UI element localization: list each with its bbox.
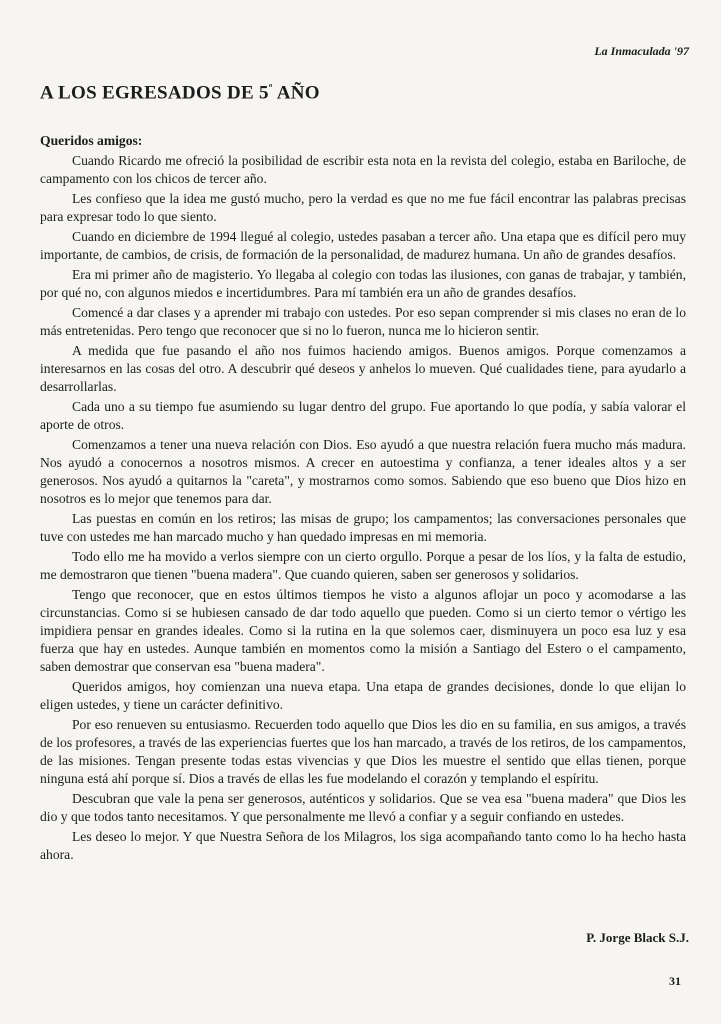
running-head: La Inmaculada '97 [594,44,689,58]
paragraph: Descubran que vale la pena ser generosos, auténticos y solidarios. Que se vea esa "buena madera" que Dios les dio y que todos tanto necesitamos. Y que personalmente me llevó a confiar y a seguir confiando en ustedes. [40,791,686,824]
paragraph: Comencé a dar clases y a aprender mi trabajo con ustedes. Por eso sepan comprender si mis clases no eran de lo más entretenidas. Pero tengo que reconocer que si no lo fueron, nunca me lo hicieron sentir. [40,305,686,338]
paragraph: Tengo que reconocer, que en estos últimos tiempos he visto a algunos aflojar un poco y acomodarse a las circunstancias. Como si se hubiesen cansado de dar todo aquello que pueden. Como si un cierto temor o vértigo les impidiera pensar en grandes ideales. Como si la rutina en la que solemos caer, disminuyera un poco esa luz y esa fuerza que hay en ustedes. Aunque también en momentos como la misión a Santiago del Estero o el campamento, saben demostrar que conservan esa "buena madera". [40,587,686,674]
title-superscript: º [268,82,273,94]
paragraph: Era mi primer año de magisterio. Yo llegaba al colegio con todas las ilusiones, con ganas de trabajar, y también, por qué no, con algunos miedos e incertidumbres. Para mí también era un año de grandes desafíos. [40,267,686,300]
title-main: A LOS EGRESADOS DE 5 [40,82,269,104]
paragraph: Cada uno a su tiempo fue asumiendo su lugar dentro del grupo. Fue aportando lo que podía, y sabía valorar el aporte de otros. [40,399,686,432]
paragraph: Las puestas en común en los retiros; las misas de grupo; los campamentos; las conversaciones personales que tuve con ustedes me han marcado mucho y han quedado impresas en mi memoria. [40,511,686,544]
title-suffix: AÑO [272,82,320,104]
paragraph: Por eso renueven su entusiasmo. Recuerden todo aquello que Dios les dio en su familia, en sus amigos, a través de los profesores, a través de las experiencias fuertes que los han marcado, a través de los retiros, de los campamentos, de las misiones. Tengan presente todas estas vivencias y que Dios les muestre el sentido que ellas tienen, porque ninguna está ahí porque sí. Dios a través de ellas les fue modelando el corazón y templando el espíritu. [40,717,686,786]
article-title [40,82,320,104]
paragraph: Cuando Ricardo me ofreció la posibilidad de escribir esta nota en la revista del colegio, estaba en Bariloche, de campamento con los chicos de tercer año. [40,153,686,186]
paragraph: Comenzamos a tener una nueva relación con Dios. Eso ayudó a que nuestra relación fuera mucho más madura. Nos ayudó a conocernos a nosotros mismos. A crecer en autoestima y confianza, a tener ideales altos y a ser generosos. Nos ayudó a quitarnos la "careta", y mostrarnos como somos. Sabiendo que eso bueno que Dios hizo en nosotros es lo mejor que tenemos para dar. [40,437,686,506]
paragraph: Queridos amigos, hoy comienzan una nueva etapa. Una etapa de grandes decisiones, donde lo que elijan lo eligen ustedes, y tiene un carácter definitivo. [40,679,686,712]
paragraph: A medida que fue pasando el año nos fuimos haciendo amigos. Buenos amigos. Porque comenzamos a interesarnos en las cosas del otro. A descubrir qué deseos y anhelos lo mueven. Qué cualidades tiene, para ayudarlo a desarrollarlas. [40,343,686,394]
page-number: 31 [669,974,681,988]
paragraph: Les confieso que la idea me gustó mucho, pero la verdad es que no me fue fácil encontrar las palabras precisas para expresar todo lo que siento. [40,191,686,224]
article-body [40,132,686,866]
salutation: Queridos amigos: [40,133,143,148]
signature: P. Jorge Black S.J. [586,930,689,945]
paragraph: Les deseo lo mejor. Y que Nuestra Señora de los Milagros, los siga acompañando tanto como lo ha hecho hasta ahora. [40,829,686,862]
paragraph: Todo ello me ha movido a verlos siempre con un cierto orgullo. Porque a pesar de los líos, y la falta de estudio, me demostraron que tienen "buena madera". Que cuando quieren, saben ser generosos y solidarios. [40,549,686,582]
paragraph: Cuando en diciembre de 1994 llegué al colegio, ustedes pasaban a tercer año. Una etapa que es difícil pero muy importante, de cambios, de crisis, de formación de la personalidad, de madurez humana. Un año de grandes desafíos. [40,229,686,262]
